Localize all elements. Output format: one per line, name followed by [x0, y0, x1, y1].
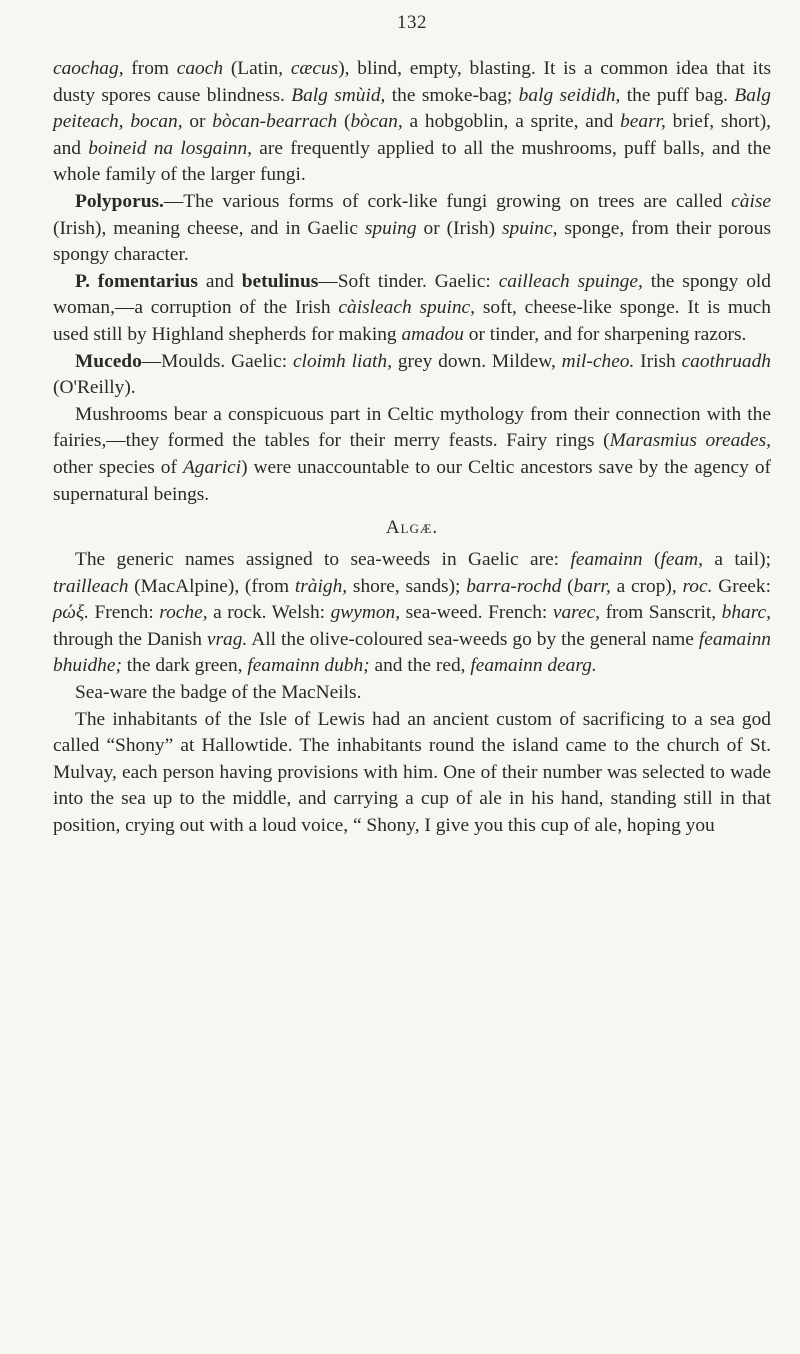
italic-text: cloimh liath,	[292, 350, 392, 372]
italic-text: feamainn dubh;	[247, 655, 370, 677]
text-run: All the olive-coloured sea-weeds go by the general name	[247, 628, 699, 650]
italic-text: Balg peiteach, bocan,	[53, 84, 771, 133]
text-run: (MacAlpine), (from	[128, 575, 295, 597]
text-run: —The various forms of cork-like fungi growing on trees are called	[163, 190, 732, 212]
body-text	[53, 56, 771, 840]
italic-text: feamainn bhuidhe;	[53, 628, 771, 677]
italic-text: gwymon,	[330, 602, 401, 624]
italic-text: trailleach	[53, 575, 129, 597]
section-heading	[53, 515, 771, 541]
italic-text: cæcus	[290, 58, 339, 79]
text-run: other species of	[53, 456, 183, 478]
italic-text: càise	[731, 190, 771, 212]
text-run: grey down. Mildew,	[391, 350, 562, 372]
text-run: ), blind, empty, blasting. It is a common idea that its dusty spores cause blindness.	[53, 58, 772, 106]
italic-text: spuing	[364, 217, 417, 239]
text-run: the dark green,	[121, 655, 248, 677]
italic-text: barr,	[573, 575, 611, 597]
text-run: the smoke-bag;	[385, 84, 519, 106]
text-run: Irish	[634, 350, 682, 372]
italic-text: vrag.	[206, 628, 248, 650]
italic-text: balg seididh,	[518, 84, 621, 106]
italic-text: spuinc,	[501, 217, 558, 239]
text-run: Mushrooms bear a conspicuous part in Celtic mythology from their connection with the fairies,—they formed the tables for their merry feasts. Fairy rings (	[53, 403, 771, 452]
text-run: a tail);	[703, 549, 771, 571]
text-run: ) were unaccountable to our Celtic ancestors save by the agency of supernatural beings.	[53, 456, 771, 505]
italic-text: tràigh,	[294, 575, 348, 597]
text-run: —Moulds. Gaelic:	[141, 350, 293, 372]
italic-text: feam,	[660, 549, 704, 571]
text-run: the puff bag.	[620, 84, 735, 106]
text-run: brief, short), and	[53, 111, 772, 159]
bold-text: Mucedo	[75, 350, 142, 372]
paragraph	[53, 56, 771, 189]
italic-text: roc.	[682, 575, 713, 597]
text-run: sea-weed. French:	[400, 602, 553, 624]
text-run: —Soft tinder. Gaelic:	[318, 270, 499, 292]
italic-text: Balg smùid,	[291, 84, 386, 106]
italic-text: mil-cheo.	[561, 350, 635, 372]
text-run: Sea-ware the badge of the MacNeils.	[75, 682, 362, 704]
paragraph	[53, 547, 771, 680]
bold-text: Polyporus.	[75, 190, 164, 212]
italic-text: cailleach spuinge,	[498, 270, 643, 292]
text-run: a rock. Welsh:	[207, 602, 331, 624]
text-run: Greek:	[712, 575, 771, 597]
text-run: the spongy old woman,—a corruption of the Irish	[53, 270, 771, 319]
text-run: from Sanscrit,	[600, 602, 722, 624]
text-run: a hobgoblin, a sprite, and	[402, 111, 621, 133]
italic-text: barra-rochd	[466, 575, 562, 597]
text-run: shore, sands);	[347, 575, 467, 597]
text-run: (	[642, 549, 661, 571]
italic-text: caoch	[176, 58, 224, 79]
text-run: Algæ.	[385, 517, 439, 539]
italic-text: feamainn	[570, 549, 643, 571]
italic-text: feamainn dearg.	[470, 655, 597, 677]
italic-text: roche,	[159, 602, 208, 624]
text-run: from	[123, 58, 177, 79]
text-run: (Irish), meaning cheese, and in Gaelic	[53, 217, 365, 239]
text-run: or (Irish)	[416, 217, 502, 239]
italic-text: varec,	[552, 602, 601, 624]
text-run: or tinder, and for sharpening razors.	[463, 323, 747, 345]
italic-text: càisleach spuinc,	[338, 297, 475, 319]
italic-text: bòcan,	[350, 111, 403, 133]
text-run: through the Danish	[53, 628, 207, 650]
text-run: are frequently applied to all the mushrooms, puff balls, and the whole family of the larger fungi.	[53, 137, 771, 186]
text-run: and the red,	[369, 655, 471, 677]
paragraph	[53, 680, 771, 707]
text-run: soft, cheese-like sponge. It is much used still by Highland shepherds for making	[53, 297, 771, 345]
italic-text: bearr,	[620, 111, 666, 133]
paragraph	[53, 402, 771, 508]
text-run: and	[197, 270, 242, 292]
bold-text: betulinus	[241, 270, 319, 292]
text-run: (	[337, 111, 351, 133]
italic-text: ρώξ.	[53, 602, 89, 624]
italic-text: Agarici	[182, 456, 242, 478]
text-run: (	[561, 575, 574, 597]
text-run: a crop),	[610, 575, 683, 597]
bold-text: P. fomentarius	[75, 270, 198, 292]
italic-text: boineid na losgainn,	[88, 137, 252, 159]
paragraph	[53, 269, 771, 349]
text-run: (O'Reilly).	[53, 377, 136, 399]
text-run: The generic names assigned to sea-weeds in Gaelic are:	[75, 549, 571, 571]
text-run: The inhabitants of the Isle of Lewis had an ancient custom of sacrificing to a sea god called “Shony” at Hallowtide. The inhabitants round the island came to the church of St. Mulvay, each person having provisions with him. One of their number was selected to wade into the sea up to the middle, and carrying a cup of ale in his hand, standing still in that position, crying out with a loud voice, “ Shony, I give you this cup of ale, hoping you	[53, 708, 771, 837]
paragraph	[53, 349, 771, 402]
italic-text: bòcan-bearrach	[212, 111, 338, 133]
italic-text: Marasmius oreades,	[609, 430, 771, 452]
italic-text: caochag,	[53, 58, 124, 79]
text-run: (Latin,	[223, 58, 291, 79]
text-run: French:	[89, 602, 160, 624]
italic-text: bharc,	[721, 602, 771, 624]
paragraph	[53, 707, 771, 840]
page-number: 132	[397, 12, 427, 33]
paragraph	[53, 189, 771, 269]
italic-text: caothruadh	[681, 350, 771, 372]
text-run: or	[182, 111, 213, 133]
italic-text: amadou	[401, 323, 464, 345]
text-run: sponge, from their porous spongy character.	[53, 217, 771, 266]
